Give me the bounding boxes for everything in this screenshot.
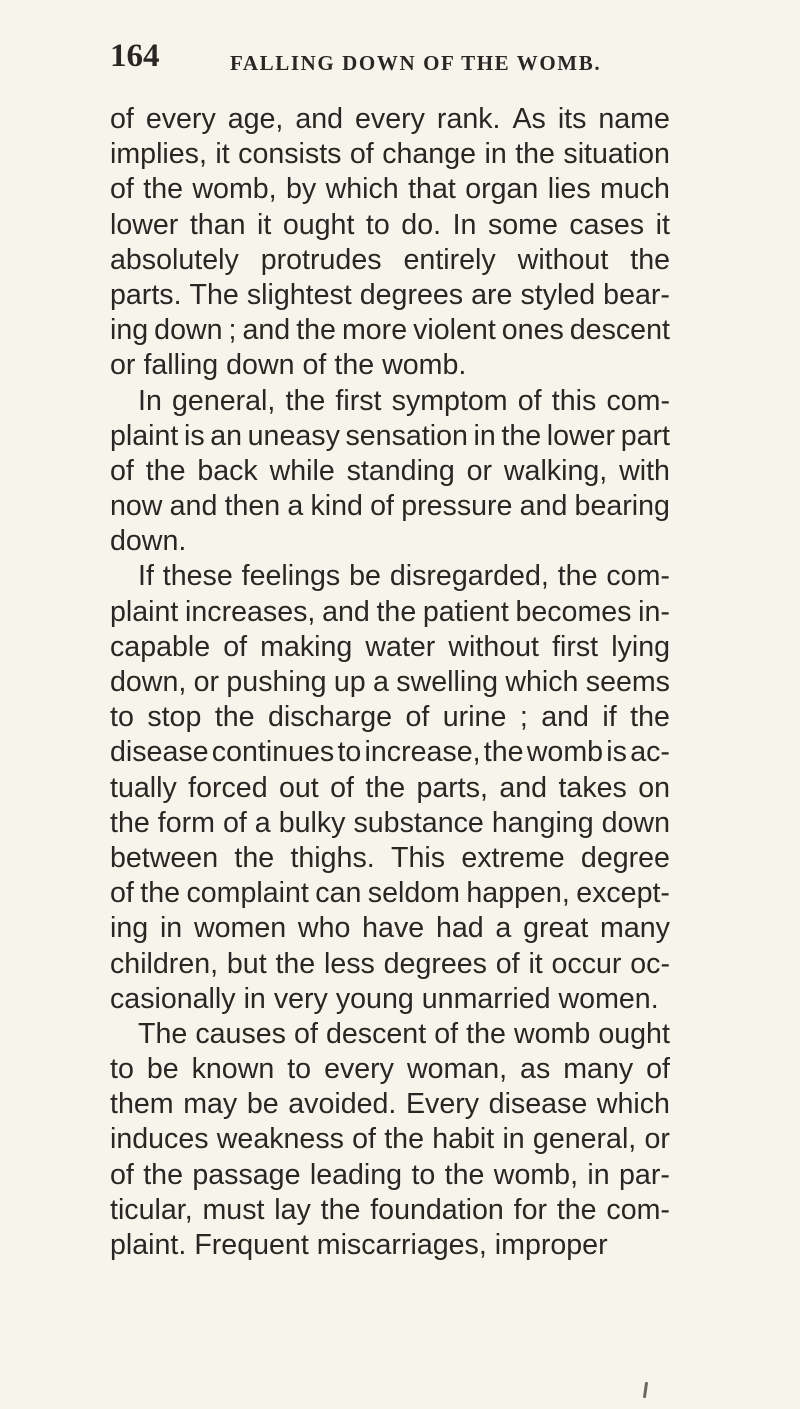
text-line: the form of a bulky substance hanging down xyxy=(110,806,670,839)
text-line: to stop the discharge of urine ; and if the xyxy=(110,701,670,734)
text-line: capable of making water without first lying xyxy=(110,630,670,663)
text-line: of the passage leading to the womb, in par- xyxy=(110,1158,670,1191)
running-title: FALLING DOWN OF THE WOMB. xyxy=(230,51,602,75)
text-line: casionally in very young unmarried women. xyxy=(110,982,659,1015)
text-line: plaint increases, and the patient becomes in- xyxy=(110,595,670,628)
text-line: now and then a kind of pressure and bearing xyxy=(110,490,670,523)
text-line: ing down ; and the more violent ones descent xyxy=(110,314,670,347)
text-line: to be known to every woman, as many of xyxy=(110,1053,670,1086)
text-line: or falling down of the womb. xyxy=(110,349,467,382)
text-line: of the complaint can seldom happen, except- xyxy=(110,877,670,910)
paragraph xyxy=(110,384,670,560)
text-line: plaint. Frequent miscarriages, improper xyxy=(110,1229,608,1261)
text-line: plaint is an uneasy sensation in the lower part xyxy=(110,419,670,452)
print-mark xyxy=(643,1382,648,1398)
text-line: ing in women who have had a great many xyxy=(110,912,670,945)
text-line: In general, the first symptom of this com- xyxy=(138,384,670,417)
text-line: disease continues to increase, the womb is ac- xyxy=(110,736,670,769)
text-line: children, but the less degrees of it occur oc- xyxy=(110,947,670,980)
text-line: absolutely protrudes entirely without the xyxy=(110,243,670,276)
text-line: of the back while standing or walking, with xyxy=(110,454,670,487)
text-line: them may be avoided. Every disease which xyxy=(110,1088,670,1121)
text-line: ticular, must lay the foundation for the com- xyxy=(110,1193,670,1226)
paragraph xyxy=(110,1017,670,1263)
text-line: of every age, and every rank. As its name xyxy=(110,103,670,135)
text-line: induces weakness of the habit in general, or xyxy=(110,1123,670,1156)
text-line: The causes of descent of the womb ought xyxy=(138,1017,670,1050)
text-line: parts. The slightest degrees are styled bear- xyxy=(110,278,670,311)
running-head xyxy=(110,38,670,78)
text-line: down, or pushing up a swelling which seems xyxy=(110,666,670,698)
text-line: If these feelings be disregarded, the com- xyxy=(138,560,670,593)
text-line: tually forced out of the parts, and takes on xyxy=(110,771,670,804)
text-line: lower than it ought to do. In some cases it xyxy=(110,208,670,241)
paragraph xyxy=(110,102,670,384)
text-line: down. xyxy=(110,525,187,558)
page-number: 164 xyxy=(110,38,160,74)
body-text xyxy=(110,102,670,1263)
paragraph xyxy=(110,559,670,1016)
text-line: of the womb, by which that organ lies much xyxy=(110,173,670,206)
text-line: between the thighs. This extreme degree xyxy=(110,841,670,874)
text-line: implies, it consists of change in the situation xyxy=(110,138,670,171)
